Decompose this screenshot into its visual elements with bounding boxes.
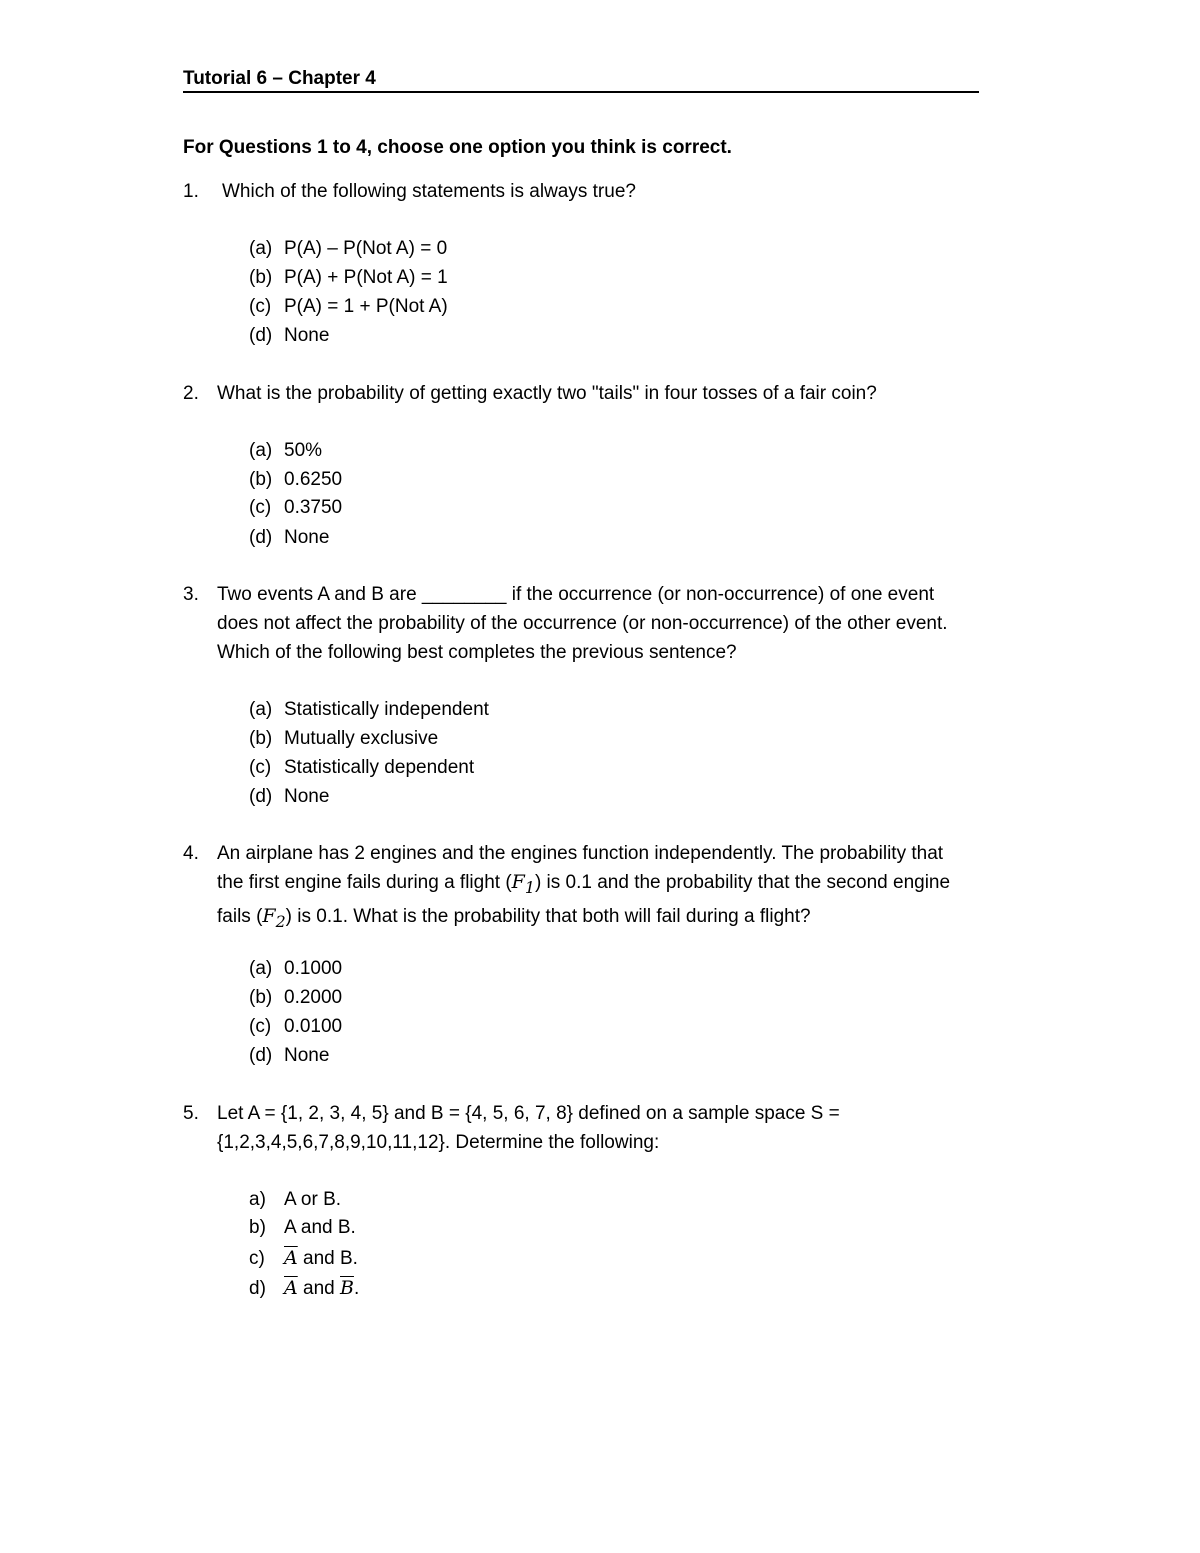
part-label: c) [249,1248,265,1269]
option-text: 0.2000 [284,987,343,1008]
part-label: d) [249,1278,266,1299]
option-text: None [284,527,330,548]
question-text [217,580,1017,667]
option-a[interactable] [249,699,489,721]
option-b[interactable] [249,987,342,1009]
part-label: a) [249,1189,266,1210]
option-text: None [284,325,330,346]
option-d[interactable] [249,786,329,808]
question-line: Which of the following best completes the previous sentence? [217,642,737,663]
question-line: does not affect the probability of the occurrence (or non-occurrence) of the other event. [217,613,948,634]
option-text: 0.6250 [284,469,343,490]
option-label: (a) [249,440,273,461]
option-text: P(A) + P(Not A) = 1 [284,267,448,288]
option-label: (d) [249,786,273,807]
part-text: A or B. [284,1189,342,1210]
option-d[interactable] [249,325,329,347]
option-label: (d) [249,325,273,346]
question-line: Let A = {1, 2, 3, 4, 5} and B = {4, 5, 6, 7, 8} defined on a sample space S = [217,1103,840,1124]
b-complement-symbol: $\overline{B}$ [340,1277,354,1299]
question-number: 3. [183,584,199,605]
option-label: (b) [249,728,273,749]
option-text: Statistically independent [284,699,489,720]
option-text: 0.3750 [284,497,343,518]
question-text: Which of the following statements is always true? [222,181,636,202]
page-title: Tutorial 6 – Chapter 4 [183,68,979,93]
a-complement-symbol: $\overline{A}$ [284,1277,298,1299]
part-text: A and B. [284,1217,356,1238]
part-a [249,1189,341,1211]
question-number: 5. [183,1103,199,1124]
option-a[interactable] [249,238,447,260]
option-label: (b) [249,469,273,490]
option-label: (c) [249,1016,272,1037]
option-label: (c) [249,497,272,518]
part-d [249,1277,359,1300]
option-label: (d) [249,527,273,548]
option-label: (b) [249,267,273,288]
part-b [249,1217,356,1239]
option-a[interactable] [249,958,342,980]
option-text: 0.1000 [284,958,343,979]
option-c[interactable] [249,1016,342,1038]
question-text: What is the probability of getting exactly two "tails" in four tosses of a fair coin? [217,383,877,404]
text-fragment: ) is 0.1. What is the probability that both will fail during a flight? [285,905,811,927]
option-label: (d) [249,1045,273,1066]
f1-symbol: $F_1$ [511,871,535,897]
option-label: (c) [249,757,272,778]
question-line [217,868,1017,902]
option-label: (b) [249,987,273,1008]
text-fragment: the first engine fails during a flight ( [217,872,512,893]
option-label: (c) [249,296,272,317]
option-text: None [284,1045,330,1066]
option-c[interactable] [249,757,474,779]
instructions: For Questions 1 to 4, choose one option you think is correct. [183,137,732,158]
question-line: {1,2,3,4,5,6,7,8,9,10,11,12}. Determine the following: [217,1132,660,1153]
question-number: 1. [183,181,199,202]
option-a[interactable] [249,440,322,462]
option-b[interactable] [249,728,438,750]
part-label: b) [249,1217,266,1238]
option-c[interactable] [249,296,448,318]
option-label: (a) [249,958,273,979]
question-line [217,902,1017,936]
option-text: None [284,786,330,807]
option-b[interactable] [249,469,342,491]
question-number: 2. [183,383,199,404]
option-text: 50% [284,440,323,461]
option-d[interactable] [249,527,329,549]
option-d[interactable] [249,1045,329,1067]
part-text: . [353,1278,360,1299]
option-text: 0.0100 [284,1016,343,1037]
option-label: (a) [249,238,273,259]
f2-symbol: $F_2$ [262,904,286,931]
part-text: and B. [297,1248,358,1269]
text-fragment: fails ( [217,905,263,927]
option-text: Statistically dependent [284,757,475,778]
question-text [217,1099,1017,1157]
option-text: Mutually exclusive [284,728,439,749]
part-c [249,1247,358,1270]
question-text [217,839,1017,936]
option-label: (a) [249,699,273,720]
question-line: An airplane has 2 engines and the engines function independently. The probability that [217,843,944,864]
question-line: Two events A and B are ________ if the occurrence (or non-occurrence) of one event [217,584,935,605]
option-text: P(A) – P(Not A) = 0 [284,238,448,259]
question-number: 4. [183,843,199,864]
option-b[interactable] [249,267,448,289]
a-complement-symbol: $\overline{A}$ [284,1247,298,1269]
option-c[interactable] [249,497,342,519]
part-text: and [297,1278,340,1299]
text-fragment: ) is 0.1 and the probability that the second engine [534,872,951,893]
option-text: P(A) = 1 + P(Not A) [284,296,448,317]
